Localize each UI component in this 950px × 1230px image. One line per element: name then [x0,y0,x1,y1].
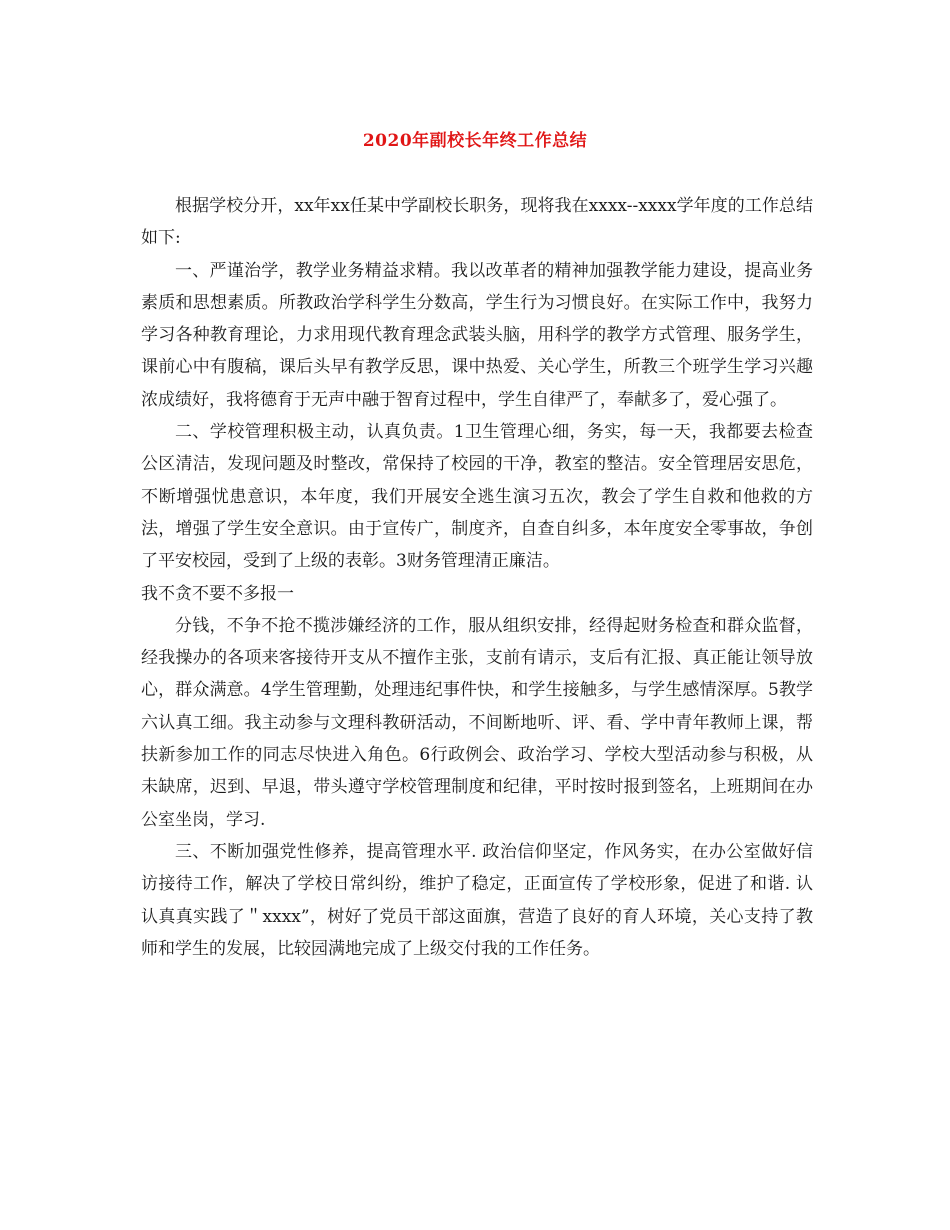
paragraph-section-two-tail: 我不贪不要不多报一 [141,583,294,604]
document-body [141,190,813,965]
paragraph-section-three: 三、不断加强党性修养，提高管理水平. 政治信仰坚定，作风务实，在办公室做好信访接待工作，解决了学校日常纠纷，维护了稳定，正面宣传了学校形象，促进了和谐. 认认真真实践了＂xxxx”，树好了党员干部这面旗，营造了良好的育人环境，关心支持了教师和学生的发展，比较园满地完成了上级交付我的工作任务。 [141,841,813,959]
paragraph-section-one: 一、严谨治学，教学业务精益求精。我以改革者的精神加强教学能力建设，提高业务素质和思想素质。所教政治学科学生分数高，学生行为习惯良好。在实际工作中，我努力学习各种教育理论，力求用现代教育理念武装头脑，用科学的教学方式管理、服务学生，课前心中有腹稿，课后头早有教学反思，课中热爱、关心学生，所教三个班学生学习兴趣浓成绩好，我将德育于无声中融于智育过程中，学生自律严了，奉献多了，爱心强了。 [141,260,813,410]
paragraph-section-two: 二、学校管理积极主动，认真负责。1卫生管理心细，务实，每一天，我都要去检查公区清洁，发现问题及时整改，常保持了校园的干净，教室的整洁。安全管理居安思危，不断增强忧患意识，本年度，我们开展安全逃生演习五次，教会了学生自救和他救的方法，增强了学生安全意识。由于宣传广，制度齐，自查自纠多，本年度安全零事故，争创了平安校园，受到了上级的表彰。3财务管理清正廉洁。 [141,422,813,572]
document-title: 2020年副校长年终工作总结 [362,131,588,151]
paragraph-intro: 根据学校分开，xx年xx任某中学副校长职务，现将我在xxxx--xxxx学年度的工作总结如下: [141,196,813,249]
paragraph-section-two-continued: 分钱，不争不抢不揽涉嫌经济的工作，服从组织安排，经得起财务检查和群众监督，经我操办的各项来客接待开支从不擅作主张，支前有请示，支后有汇报、真正能让领导放心，群众满意。4学生管理勤，处理违纪事件快，和学生接触多，与学生感情深厚。5教学六认真工细。我主动参与文理科教研活动，不间断地听、评、看、学中青年教师上课，帮扶新参加工作的同志尽快进入角色。6行政例会、政治学习、学校大型活动参与积极，从未缺席，迟到、早退，带头遵守学校管理制度和纪律，平时按时报到签名，上班期间在办公室坐岗，学习. [141,615,813,830]
